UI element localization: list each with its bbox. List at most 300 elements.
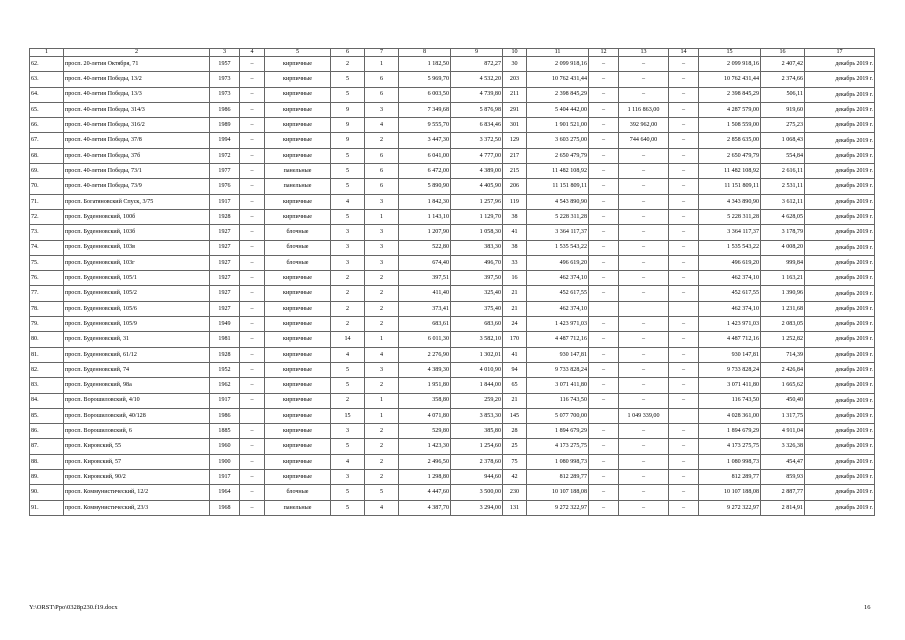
- table-row: [30, 255, 875, 270]
- cell-completion-date: декабрь 2019 г.: [805, 424, 875, 439]
- cell-total-area: 2 276,90: [399, 347, 451, 362]
- table-row: [30, 133, 875, 148]
- cell-entrances: 1: [365, 408, 399, 423]
- cell-reconstruction-year: [240, 408, 265, 423]
- cell-year-built: 1968: [210, 500, 240, 515]
- cell-entrances: 2: [365, 424, 399, 439]
- table-body: [30, 57, 875, 516]
- column-number-14: 14: [669, 49, 699, 57]
- cell-fund-cost: [589, 301, 619, 316]
- cell-local-budget-cost: –: [669, 118, 699, 133]
- cell-fund-cost: –: [589, 179, 619, 194]
- cell-owner-cost: –: [619, 500, 669, 515]
- cell-reconstruction-year: –: [240, 362, 265, 377]
- cell-address: просп. Коммунистический, 23/3: [64, 500, 210, 515]
- housing-repair-table: [29, 48, 875, 516]
- cell-year-built: 1927: [210, 225, 240, 240]
- cell-entrances: 3: [365, 194, 399, 209]
- cell-reconstruction-year: –: [240, 500, 265, 515]
- cell-local-budget-cost: –: [669, 424, 699, 439]
- cell-wall-material: панельные: [265, 500, 331, 515]
- cell-local-budget-cost: –: [669, 72, 699, 87]
- table-row: [30, 332, 875, 347]
- cell-entrances: 1: [365, 332, 399, 347]
- cell-fund-cost: –: [589, 378, 619, 393]
- cell-address: просп. Богатяновский Спуск, 3/75: [64, 194, 210, 209]
- cell-completion-date: декабрь 2019 г.: [805, 72, 875, 87]
- cell-local-budget-cost: –: [669, 179, 699, 194]
- cell-total-area: 674,40: [399, 255, 451, 270]
- cell-fund-cost: –: [589, 271, 619, 286]
- cell-regional-cost: 11 482 108,92: [699, 164, 761, 179]
- table-row: [30, 485, 875, 500]
- cell-entrances: 1: [365, 209, 399, 224]
- cell-total-cost: 1 901 521,00: [527, 118, 589, 133]
- cell-year-built: 1994: [210, 133, 240, 148]
- cell-address: просп. 40-летия Победы, 37б: [64, 148, 210, 163]
- cell-total-cost: 3 071 411,80: [527, 378, 589, 393]
- cell-floors: 14: [331, 332, 365, 347]
- cell-row-number: 81.: [30, 347, 64, 362]
- table-row: [30, 179, 875, 194]
- cell-total-area: 7 349,68: [399, 102, 451, 117]
- cell-entrances: 3: [365, 255, 399, 270]
- cell-entrances: 1: [365, 57, 399, 72]
- cell-completion-date: декабрь 2019 г.: [805, 470, 875, 485]
- cell-cost-per-sqm: 275,23: [761, 118, 805, 133]
- cell-reconstruction-year: –: [240, 301, 265, 316]
- cell-local-budget-cost: –: [669, 485, 699, 500]
- cell-reconstruction-year: –: [240, 133, 265, 148]
- table-row: [30, 362, 875, 377]
- cell-total-area: 1 182,50: [399, 57, 451, 72]
- table-row: [30, 500, 875, 515]
- cell-local-budget-cost: –: [669, 454, 699, 469]
- cell-total-cost: 812 289,77: [527, 470, 589, 485]
- cell-local-budget-cost: –: [669, 439, 699, 454]
- cell-fund-cost: –: [589, 317, 619, 332]
- file-path: Y:\ORST\Ppo\0328p230.f19.docx: [29, 604, 118, 611]
- cell-owner-cost: –: [619, 72, 669, 87]
- cell-completion-date: декабрь 2019 г.: [805, 194, 875, 209]
- cell-address: просп. Буденновский, 103в: [64, 240, 210, 255]
- cell-entrances: 2: [365, 301, 399, 316]
- cell-cost-per-sqm: 2 407,42: [761, 57, 805, 72]
- cell-local-budget-cost: –: [669, 271, 699, 286]
- cell-total-area: 397,51: [399, 271, 451, 286]
- cell-total-cost: 2 650 479,79: [527, 148, 589, 163]
- cell-living-area: 2 378,60: [451, 454, 503, 469]
- cell-regional-cost: 930 147,81: [699, 347, 761, 362]
- cell-fund-cost: –: [589, 164, 619, 179]
- cell-cost-per-sqm: 4 628,05: [761, 209, 805, 224]
- cell-row-number: 64.: [30, 87, 64, 102]
- cell-year-built: 1976: [210, 179, 240, 194]
- cell-wall-material: кирпичные: [265, 271, 331, 286]
- cell-total-cost: 9 272 322,97: [527, 500, 589, 515]
- table-row: [30, 424, 875, 439]
- cell-cost-per-sqm: 554,84: [761, 148, 805, 163]
- cell-completion-date: декабрь 2019 г.: [805, 286, 875, 301]
- cell-living-area: 3 582,10: [451, 332, 503, 347]
- cell-floors: 5: [331, 439, 365, 454]
- cell-local-budget-cost: –: [669, 332, 699, 347]
- cell-fund-cost: –: [589, 194, 619, 209]
- cell-row-number: 74.: [30, 240, 64, 255]
- cell-floors: 5: [331, 87, 365, 102]
- table-row: [30, 301, 875, 316]
- cell-wall-material: кирпичные: [265, 57, 331, 72]
- cell-regional-cost: 496 619,20: [699, 255, 761, 270]
- cell-fund-cost: –: [589, 87, 619, 102]
- cell-completion-date: декабрь 2019 г.: [805, 240, 875, 255]
- cell-floors: 9: [331, 118, 365, 133]
- cell-regional-cost: 1 423 971,03: [699, 317, 761, 332]
- cell-cost-per-sqm: 1 252,82: [761, 332, 805, 347]
- cell-address: просп. Буденновский, 105/9: [64, 317, 210, 332]
- cell-total-area: 1 143,10: [399, 209, 451, 224]
- cell-local-budget-cost: –: [669, 470, 699, 485]
- cell-total-cost: 11 151 809,11: [527, 179, 589, 194]
- cell-living-area: 1 058,30: [451, 225, 503, 240]
- table-row: [30, 57, 875, 72]
- cell-floors: 2: [331, 301, 365, 316]
- cell-reconstruction-year: –: [240, 454, 265, 469]
- cell-entrances: 2: [365, 439, 399, 454]
- table-row: [30, 209, 875, 224]
- cell-cost-per-sqm: 1 317,75: [761, 408, 805, 423]
- cell-local-budget-cost: –: [669, 164, 699, 179]
- cell-floors: 4: [331, 454, 365, 469]
- cell-entrances: 2: [365, 133, 399, 148]
- cell-owner-cost: –: [619, 148, 669, 163]
- cell-owner-cost: –: [619, 485, 669, 500]
- cell-fund-cost: –: [589, 148, 619, 163]
- cell-fund-cost: –: [589, 118, 619, 133]
- cell-regional-cost: 2 650 479,79: [699, 148, 761, 163]
- cell-total-cost: 5 077 700,00: [527, 408, 589, 423]
- cell-address: просп. 40-летия Победы, 13/3: [64, 87, 210, 102]
- cell-wall-material: блочные: [265, 240, 331, 255]
- cell-living-area: 3 294,00: [451, 500, 503, 515]
- column-number-16: 16: [761, 49, 805, 57]
- cell-cost-per-sqm: 1 390,96: [761, 286, 805, 301]
- cell-wall-material: кирпичные: [265, 408, 331, 423]
- cell-wall-material: блочные: [265, 255, 331, 270]
- cell-year-built: 1977: [210, 164, 240, 179]
- cell-reconstruction-year: –: [240, 179, 265, 194]
- cell-residents: 21: [503, 301, 527, 316]
- table-row: [30, 439, 875, 454]
- cell-regional-cost: 4 487 712,16: [699, 332, 761, 347]
- cell-year-built: 1949: [210, 317, 240, 332]
- cell-entrances: 3: [365, 225, 399, 240]
- cell-regional-cost: 1 080 998,73: [699, 454, 761, 469]
- cell-living-area: 1 844,00: [451, 378, 503, 393]
- cell-wall-material: кирпичные: [265, 424, 331, 439]
- cell-year-built: 1981: [210, 332, 240, 347]
- cell-entrances: 6: [365, 87, 399, 102]
- cell-living-area: 683,60: [451, 317, 503, 332]
- cell-regional-cost: 10 762 431,44: [699, 72, 761, 87]
- cell-residents: 94: [503, 362, 527, 377]
- cell-year-built: 1986: [210, 408, 240, 423]
- cell-floors: 3: [331, 255, 365, 270]
- cell-reconstruction-year: –: [240, 148, 265, 163]
- cell-fund-cost: –: [589, 240, 619, 255]
- cell-total-cost: 116 743,50: [527, 393, 589, 408]
- cell-year-built: 1917: [210, 470, 240, 485]
- cell-regional-cost: 5 228 311,28: [699, 209, 761, 224]
- cell-owner-cost: –: [619, 454, 669, 469]
- cell-row-number: 91.: [30, 500, 64, 515]
- cell-cost-per-sqm: 1 231,68: [761, 301, 805, 316]
- table-row: [30, 317, 875, 332]
- cell-wall-material: кирпичные: [265, 347, 331, 362]
- cell-wall-material: кирпичные: [265, 209, 331, 224]
- cell-owner-cost: –: [619, 470, 669, 485]
- cell-floors: 2: [331, 271, 365, 286]
- cell-residents: 217: [503, 148, 527, 163]
- cell-local-budget-cost: [669, 301, 699, 316]
- cell-reconstruction-year: –: [240, 393, 265, 408]
- cell-row-number: 63.: [30, 72, 64, 87]
- cell-residents: 301: [503, 118, 527, 133]
- cell-living-area: 3 372,50: [451, 133, 503, 148]
- cell-completion-date: декабрь 2019 г.: [805, 454, 875, 469]
- cell-completion-date: декабрь 2019 г.: [805, 87, 875, 102]
- cell-row-number: 77.: [30, 286, 64, 301]
- cell-living-area: 1 254,60: [451, 439, 503, 454]
- table-row: [30, 286, 875, 301]
- cell-residents: 75: [503, 454, 527, 469]
- cell-address: просп. Кировский, 90/2: [64, 470, 210, 485]
- cell-local-budget-cost: –: [669, 240, 699, 255]
- cell-cost-per-sqm: 2 887,77: [761, 485, 805, 500]
- cell-owner-cost: –: [619, 424, 669, 439]
- cell-total-cost: 2 099 918,16: [527, 57, 589, 72]
- cell-row-number: 84.: [30, 393, 64, 408]
- column-number-5: 5: [265, 49, 331, 57]
- cell-owner-cost: 1 116 863,00: [619, 102, 669, 117]
- cell-entrances: 2: [365, 470, 399, 485]
- cell-completion-date: декабрь 2019 г.: [805, 57, 875, 72]
- cell-residents: 41: [503, 347, 527, 362]
- cell-total-area: 6 011,30: [399, 332, 451, 347]
- cell-entrances: 2: [365, 317, 399, 332]
- cell-fund-cost: [589, 408, 619, 423]
- cell-owner-cost: –: [619, 209, 669, 224]
- cell-regional-cost: 4 028 361,00: [699, 408, 761, 423]
- cell-local-budget-cost: –: [669, 378, 699, 393]
- table-row: [30, 225, 875, 240]
- cell-row-number: 62.: [30, 57, 64, 72]
- cell-row-number: 76.: [30, 271, 64, 286]
- cell-wall-material: кирпичные: [265, 148, 331, 163]
- cell-completion-date: декабрь 2019 г.: [805, 317, 875, 332]
- cell-reconstruction-year: –: [240, 209, 265, 224]
- cell-total-area: 358,80: [399, 393, 451, 408]
- cell-living-area: 944,60: [451, 470, 503, 485]
- cell-living-area: 4 010,90: [451, 362, 503, 377]
- cell-owner-cost: –: [619, 179, 669, 194]
- cell-entrances: 3: [365, 362, 399, 377]
- column-number-15: 15: [699, 49, 761, 57]
- cell-owner-cost: –: [619, 271, 669, 286]
- cell-cost-per-sqm: 454,47: [761, 454, 805, 469]
- cell-completion-date: декабрь 2019 г.: [805, 255, 875, 270]
- cell-living-area: 3 500,00: [451, 485, 503, 500]
- cell-completion-date: декабрь 2019 г.: [805, 209, 875, 224]
- cell-address: просп. Ворошиловский, 4/10: [64, 393, 210, 408]
- cell-owner-cost: –: [619, 362, 669, 377]
- cell-living-area: 872,27: [451, 57, 503, 72]
- column-number-2: 2: [64, 49, 210, 57]
- cell-address: просп. Буденновский, 61/12: [64, 347, 210, 362]
- cell-fund-cost: –: [589, 255, 619, 270]
- cell-year-built: 1972: [210, 148, 240, 163]
- cell-address: просп. Буденновский, 74: [64, 362, 210, 377]
- cell-fund-cost: –: [589, 470, 619, 485]
- cell-reconstruction-year: –: [240, 194, 265, 209]
- cell-floors: 3: [331, 470, 365, 485]
- cell-regional-cost: 1 535 543,22: [699, 240, 761, 255]
- cell-fund-cost: –: [589, 362, 619, 377]
- cell-floors: 5: [331, 500, 365, 515]
- cell-fund-cost: –: [589, 454, 619, 469]
- cell-completion-date: декабрь 2019 г.: [805, 362, 875, 377]
- cell-fund-cost: –: [589, 57, 619, 72]
- cell-residents: 131: [503, 500, 527, 515]
- cell-wall-material: блочные: [265, 485, 331, 500]
- table-row: [30, 378, 875, 393]
- cell-living-area: 397,50: [451, 271, 503, 286]
- table-row: [30, 72, 875, 87]
- cell-total-area: 4 387,70: [399, 500, 451, 515]
- cell-reconstruction-year: –: [240, 225, 265, 240]
- cell-total-cost: 496 619,20: [527, 255, 589, 270]
- cell-regional-cost: 2 398 845,29: [699, 87, 761, 102]
- cell-fund-cost: –: [589, 209, 619, 224]
- cell-entrances: 6: [365, 72, 399, 87]
- cell-wall-material: кирпичные: [265, 286, 331, 301]
- cell-completion-date: декабрь 2019 г.: [805, 118, 875, 133]
- cell-floors: 2: [331, 286, 365, 301]
- cell-local-budget-cost: –: [669, 286, 699, 301]
- cell-total-cost: 10 107 188,08: [527, 485, 589, 500]
- cell-living-area: 3 853,30: [451, 408, 503, 423]
- cell-floors: 3: [331, 424, 365, 439]
- cell-entrances: 3: [365, 240, 399, 255]
- cell-entrances: 6: [365, 148, 399, 163]
- cell-total-cost: 452 617,55: [527, 286, 589, 301]
- cell-owner-cost: 392 962,00: [619, 118, 669, 133]
- cell-year-built: 1927: [210, 301, 240, 316]
- cell-residents: 42: [503, 470, 527, 485]
- cell-total-cost: 4 173 275,75: [527, 439, 589, 454]
- cell-entrances: 2: [365, 286, 399, 301]
- cell-local-budget-cost: –: [669, 317, 699, 332]
- cell-total-cost: 3 364 117,37: [527, 225, 589, 240]
- table-row: [30, 194, 875, 209]
- table-row: [30, 164, 875, 179]
- cell-local-budget-cost: –: [669, 102, 699, 117]
- cell-cost-per-sqm: 2 814,91: [761, 500, 805, 515]
- cell-total-cost: 10 762 431,44: [527, 72, 589, 87]
- cell-living-area: 259,20: [451, 393, 503, 408]
- cell-living-area: 6 834,46: [451, 118, 503, 133]
- cell-regional-cost: 3 071 411,80: [699, 378, 761, 393]
- cell-residents: 38: [503, 209, 527, 224]
- cell-residents: 16: [503, 271, 527, 286]
- cell-regional-cost: 4 287 579,00: [699, 102, 761, 117]
- cell-reconstruction-year: –: [240, 378, 265, 393]
- cell-wall-material: кирпичные: [265, 102, 331, 117]
- cell-regional-cost: 1 508 559,00: [699, 118, 761, 133]
- cell-fund-cost: –: [589, 225, 619, 240]
- cell-total-cost: 462 374,10: [527, 301, 589, 316]
- cell-reconstruction-year: –: [240, 57, 265, 72]
- cell-address: просп. Кировский, 57: [64, 454, 210, 469]
- cell-cost-per-sqm: 2 616,11: [761, 164, 805, 179]
- cell-wall-material: кирпичные: [265, 454, 331, 469]
- cell-completion-date: декабрь 2019 г.: [805, 408, 875, 423]
- cell-reconstruction-year: –: [240, 118, 265, 133]
- cell-row-number: 89.: [30, 470, 64, 485]
- cell-total-cost: 1 080 998,73: [527, 454, 589, 469]
- cell-row-number: 66.: [30, 118, 64, 133]
- cell-owner-cost: –: [619, 255, 669, 270]
- cell-cost-per-sqm: 2 531,11: [761, 179, 805, 194]
- cell-fund-cost: –: [589, 286, 619, 301]
- cell-regional-cost: 9 733 828,24: [699, 362, 761, 377]
- cell-regional-cost: 462 374,10: [699, 301, 761, 316]
- cell-floors: 5: [331, 72, 365, 87]
- cell-address: просп. 40-летия Победы, 73/1: [64, 164, 210, 179]
- cell-completion-date: декабрь 2019 г.: [805, 148, 875, 163]
- cell-living-area: 5 876,98: [451, 102, 503, 117]
- cell-cost-per-sqm: 1 665,62: [761, 378, 805, 393]
- cell-total-cost: 930 147,81: [527, 347, 589, 362]
- cell-year-built: 1960: [210, 439, 240, 454]
- cell-completion-date: декабрь 2019 г.: [805, 271, 875, 286]
- cell-year-built: 1962: [210, 378, 240, 393]
- cell-floors: 5: [331, 164, 365, 179]
- cell-local-budget-cost: –: [669, 347, 699, 362]
- cell-address: просп. Буденновский, 103г: [64, 255, 210, 270]
- cell-year-built: 1989: [210, 118, 240, 133]
- cell-residents: 291: [503, 102, 527, 117]
- cell-total-cost: 462 374,10: [527, 271, 589, 286]
- document-table-container: [29, 48, 874, 516]
- cell-fund-cost: –: [589, 133, 619, 148]
- cell-local-budget-cost: –: [669, 87, 699, 102]
- cell-reconstruction-year: –: [240, 317, 265, 332]
- cell-owner-cost: [619, 301, 669, 316]
- cell-entrances: 6: [365, 164, 399, 179]
- cell-residents: 21: [503, 393, 527, 408]
- cell-completion-date: декабрь 2019 г.: [805, 485, 875, 500]
- cell-living-area: 325,40: [451, 286, 503, 301]
- cell-residents: 211: [503, 87, 527, 102]
- cell-cost-per-sqm: 859,93: [761, 470, 805, 485]
- table-row: [30, 347, 875, 362]
- cell-total-area: 5 890,90: [399, 179, 451, 194]
- cell-cost-per-sqm: 3 612,11: [761, 194, 805, 209]
- cell-total-area: 6 472,00: [399, 164, 451, 179]
- cell-wall-material: кирпичные: [265, 194, 331, 209]
- cell-total-area: 411,40: [399, 286, 451, 301]
